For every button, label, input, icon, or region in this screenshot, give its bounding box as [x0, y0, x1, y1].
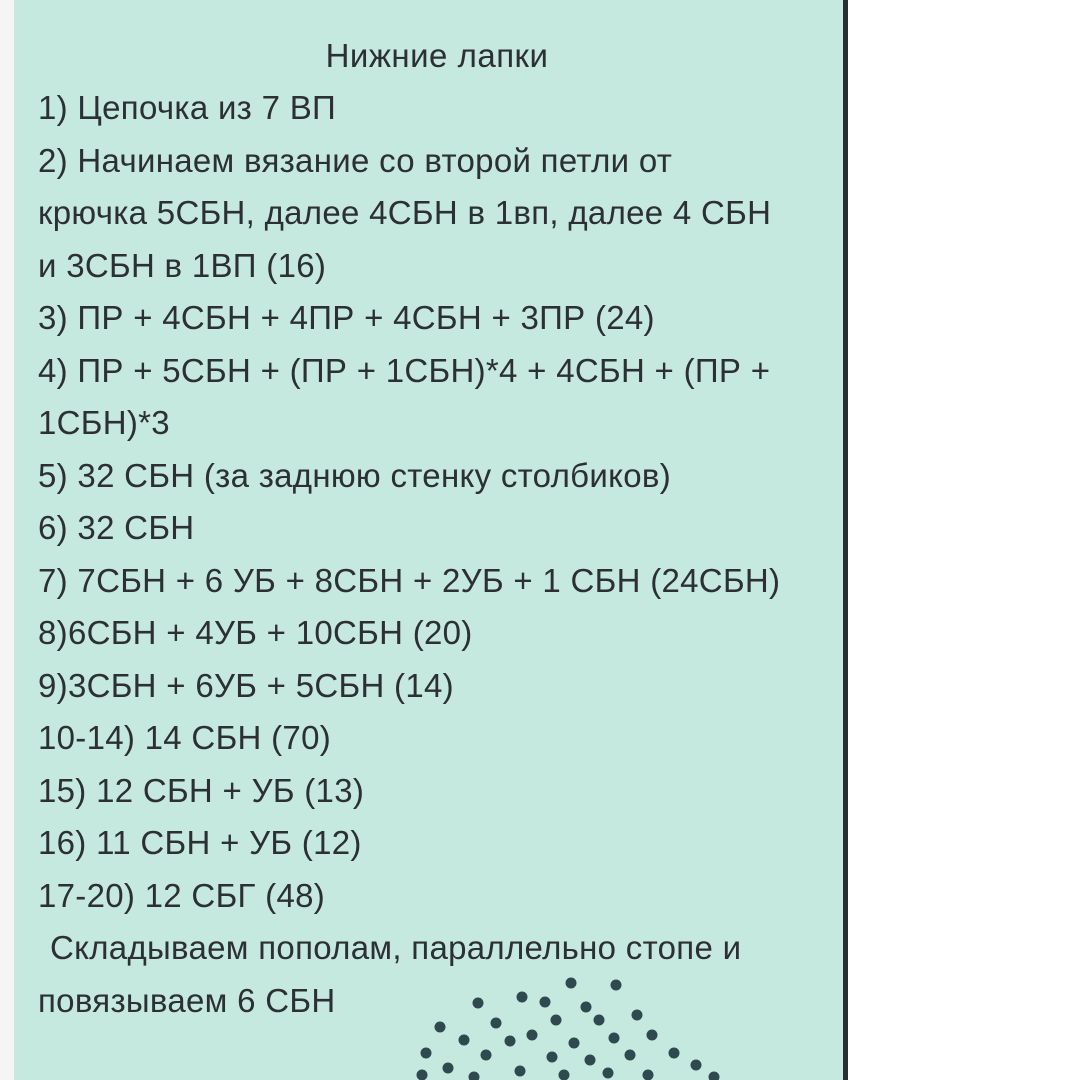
decorative-dot	[459, 1035, 470, 1046]
decorative-dot	[709, 1072, 720, 1080]
decorative-dot	[566, 978, 577, 989]
instruction-line: 2) Начинаем вязание со второй петли от	[38, 141, 673, 179]
left-margin-strip	[0, 0, 14, 1080]
decorative-dot	[559, 1070, 570, 1080]
instruction-line: 1СБН)*3	[38, 404, 170, 441]
decorative-dot	[581, 1002, 592, 1013]
decorative-dot	[527, 1030, 538, 1041]
instruction-line: 17-20) 12 СБГ (48)	[38, 876, 326, 914]
pattern-card	[14, 0, 844, 1080]
decorative-dot	[691, 1060, 702, 1071]
decorative-dot	[517, 992, 528, 1003]
card-right-border	[843, 0, 848, 1080]
decorative-dot	[611, 980, 622, 991]
instruction-line: 10-14) 14 СБН (70)	[38, 719, 332, 756]
decorative-dot	[594, 1015, 605, 1026]
decorative-dot	[569, 1038, 580, 1049]
instruction-line: 7) 7СБН + 6 УБ + 8СБН + 2УБ + 1 СБН (24СБН)	[38, 561, 781, 599]
instruction-line: 9)3СБН + 6УБ + 5СБН (14)	[38, 666, 454, 704]
instruction-line: 15) 12 СБН + УБ (13)	[38, 771, 365, 809]
decorative-dot	[585, 1055, 596, 1066]
instruction-line: 16) 11 СБН + УБ (12)	[38, 824, 362, 861]
decorative-dot	[643, 1070, 654, 1080]
decorative-dot	[547, 1052, 558, 1063]
instruction-line: 8)6СБН + 4УБ + 10СБН (20)	[38, 614, 473, 651]
decorative-dot	[540, 997, 551, 1008]
decorative-dot	[609, 1033, 620, 1044]
decorative-dot	[435, 1022, 446, 1033]
instruction-line: 1) Цепочка из 7 ВП	[38, 89, 337, 126]
instruction-line: и 3СБН в 1ВП (16)	[38, 246, 327, 284]
instruction-line: 5) 32 СБН (за заднюю стенку столбиков)	[38, 456, 671, 494]
decorative-dot	[669, 1048, 680, 1059]
decorative-dot	[551, 1015, 562, 1026]
decorative-dot	[625, 1050, 636, 1061]
instruction-line: 3) ПР + 4СБН + 4ПР + 4СБН + 3ПР (24)	[38, 299, 655, 336]
decorative-dot	[632, 1010, 643, 1021]
page-title: Нижние лапки	[325, 37, 549, 74]
instruction-line: 6) 32 СБН	[38, 509, 195, 546]
instructions-list	[38, 82, 838, 1027]
decorative-dot	[417, 1070, 428, 1080]
decorative-dot	[469, 1072, 480, 1080]
decorative-dot	[505, 1036, 516, 1047]
instruction-line: крючка 5СБН, далее 4СБН в 1вп, далее 4 СБН	[38, 194, 772, 231]
decorative-dot	[515, 1066, 526, 1077]
decorative-dot	[421, 1048, 432, 1059]
dot-pattern-decoration	[404, 965, 744, 1080]
decorative-dot	[443, 1063, 454, 1074]
decorative-dot	[647, 1030, 658, 1041]
instruction-line: повязываем 6 СБН	[38, 981, 336, 1019]
instruction-line: Складываем пополам, параллельно стопе и	[50, 929, 742, 966]
decorative-dot	[473, 998, 484, 1009]
decorative-dot	[491, 1018, 502, 1029]
instruction-line: 4) ПР + 5СБН + (ПР + 1СБН)*4 + 4СБН + (ПР +	[38, 351, 771, 389]
decorative-dot	[481, 1050, 492, 1061]
decorative-dot	[603, 1068, 614, 1079]
